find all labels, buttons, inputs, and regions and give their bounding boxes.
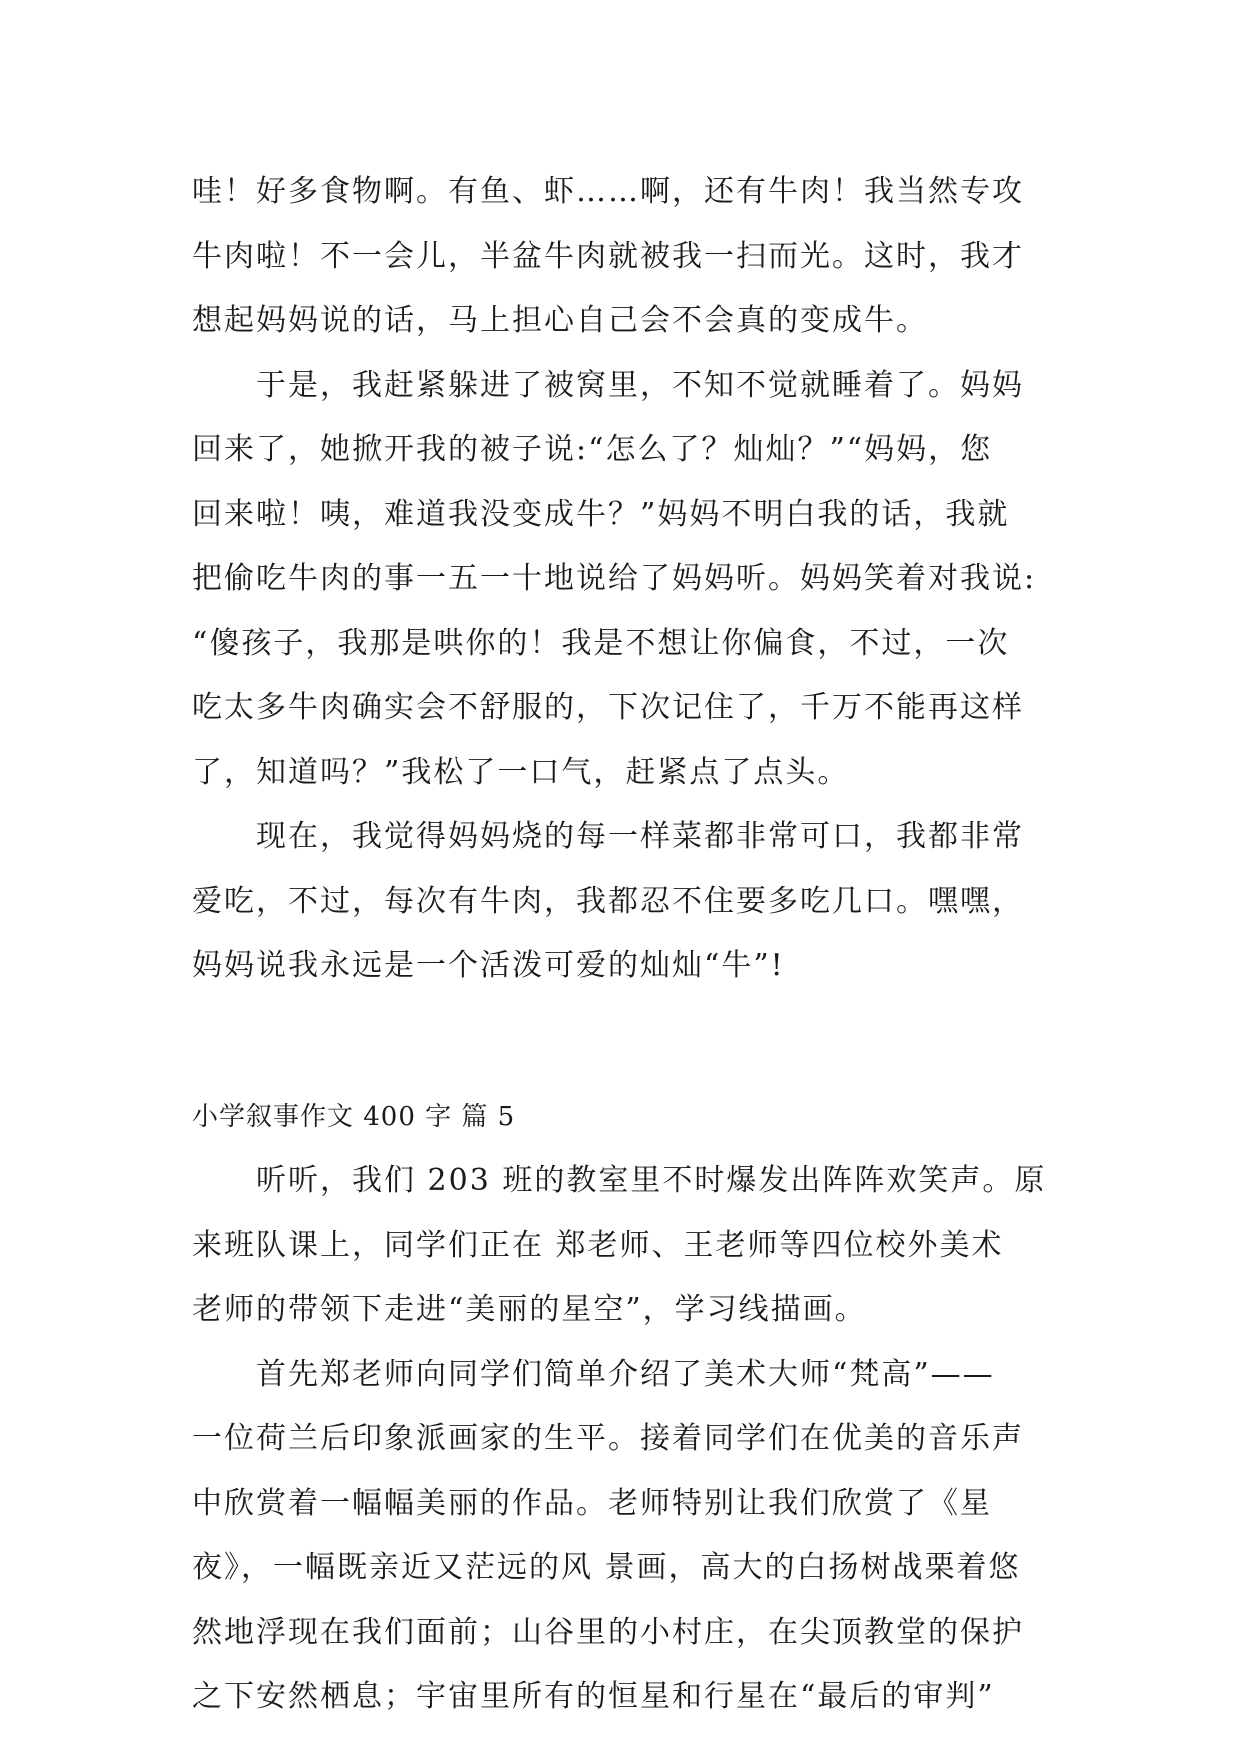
- paragraph-start-line: 于是，我赶紧躲进了被窝里，不知不觉就睡着了。妈妈: [256, 367, 1024, 403]
- text-line: 哇！好多食物啊。有鱼、虾……啊，还有牛肉！我当然专攻: [192, 174, 1024, 209]
- text-line: 回来啦！咦，难道我没变成牛？”妈妈不明白我的话，我就: [192, 496, 1010, 532]
- text-line: 妈妈说我永远是一个活泼可爱的灿灿“牛”!: [192, 948, 785, 983]
- text-line: 把偷吃牛肉的事一五一十地说给了妈妈听。妈妈笑着对我说:: [192, 561, 1037, 596]
- paragraph-start-line: 听听，我们 203 班的教室里不时爆发出阵阵欢笑声。原: [256, 1163, 1047, 1198]
- text-line: 回来了，她掀开我的被子说:“怎么了？灿灿？”“妈妈，您: [192, 432, 993, 467]
- paragraph-start-line: 现在，我觉得妈妈烧的每一样菜都非常可口，我都非常: [256, 819, 1024, 854]
- text-line: “傻孩子，我那是哄你的！我是不想让你偏食，不过，一次: [192, 625, 1010, 661]
- text-line: 来班队课上，同学们正在 郑老师、王老师等四位校外美术: [192, 1227, 1004, 1263]
- document-body: [192, 160, 1052, 1730]
- text-line: 之下安然栖息；宇宙里所有的恒星和行星在“最后的审判”: [192, 1679, 995, 1714]
- section-heading: 小学叙事作文 400 字 篇 5: [192, 1101, 516, 1132]
- text-line: 一位荷兰后印象派画家的生平。接着同学们在优美的音乐声: [192, 1421, 1024, 1456]
- text-line: 了，知道吗？”我松了一口气，赶紧点了点头。: [192, 754, 850, 790]
- text-line: 吃太多牛肉确实会不舒服的，下次记住了，千万不能再这样: [192, 690, 1024, 725]
- paragraph-start-line: 首先郑老师向同学们简单介绍了美术大师“梵高”——: [256, 1356, 995, 1392]
- text-line: 爱吃，不过，每次有牛肉，我都忍不住要多吃几口。嘿嘿，: [192, 883, 1024, 919]
- section-gap: [192, 999, 1052, 1085]
- text-line: 然地浮现在我们面前；山谷里的小村庄，在尖顶教堂的保护: [192, 1614, 1024, 1650]
- text-line: 夜》，一幅既亲近又茫远的风 景画，高大的白扬树战栗着悠: [192, 1550, 1021, 1585]
- text-line: 中欣赏着一幅幅美丽的作品。老师特别让我们欣赏了《星: [192, 1485, 992, 1521]
- text-line: 老师的带领下走进“美丽的星空”，学习线描画。: [192, 1292, 867, 1327]
- text-line: 想起妈妈说的话，马上担心自己会不会真的变成牛。: [192, 303, 928, 338]
- text-line: 牛肉啦！不一会儿，半盆牛肉就被我一扫而光。这时，我才: [192, 238, 1024, 274]
